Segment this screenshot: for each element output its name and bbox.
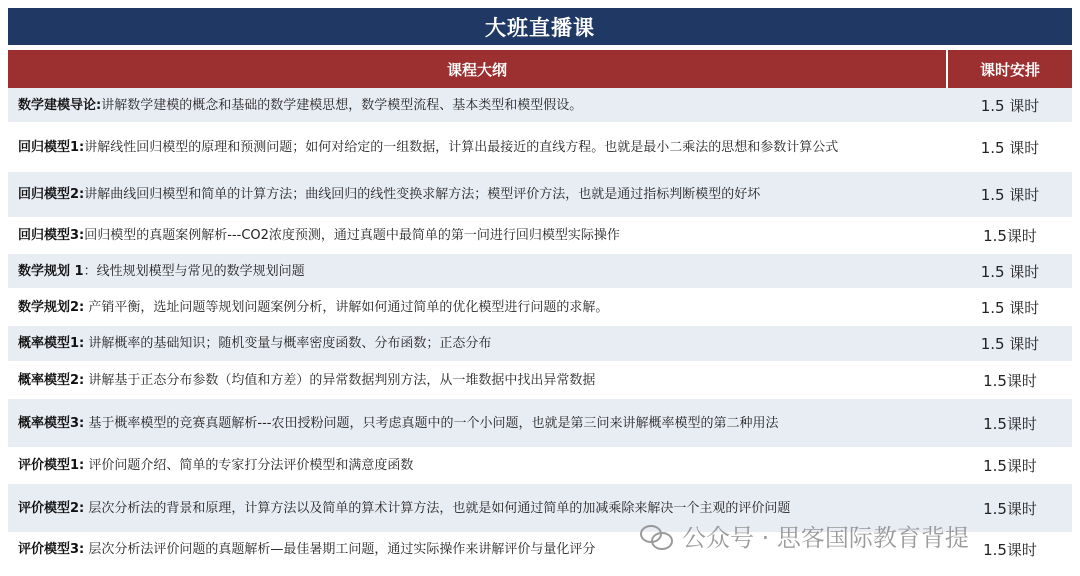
row-desc <box>8 448 948 483</box>
row-time: 1.5课时 <box>983 457 1037 475</box>
row-desc <box>8 218 948 253</box>
row-time: 1.5 课时 <box>980 96 1040 115</box>
row-topic: 数学规划 1 <box>18 263 84 279</box>
course-table <box>8 8 1072 567</box>
wechat-icon <box>640 523 674 549</box>
row-topic: 评价模型1: <box>18 458 85 473</box>
row-topic: 回归模型2: <box>18 187 85 202</box>
watermark <box>640 518 969 553</box>
row-time: 1.5课时 <box>983 371 1037 390</box>
row-time: 1.5 课时 <box>980 335 1040 353</box>
table-row <box>8 448 1072 484</box>
header-outline: 课程大纲 <box>8 50 948 88</box>
row-topic: 回归模型1: <box>18 139 85 155</box>
table-row <box>8 254 1072 289</box>
row-topic: 评价模型2: <box>18 500 85 516</box>
row-text: 产销平衡，选址问题等规划问题案例分析，讲解如何通过简单的优化模型进行问题的求解。 <box>84 299 609 315</box>
row-desc <box>8 123 948 171</box>
row-time: 1.5 课时 <box>980 298 1040 317</box>
row-text: 基于概率模型的竞赛真题解析---农田授粉问题，只考虑真题中的一个小问题，也就是第三问来讲解概率模型的第二种用法 <box>84 415 779 431</box>
table-row <box>8 399 1072 448</box>
row-topic: 数学规划2: <box>18 299 85 315</box>
row-text: 层次分析法评价问题的真题解析—最佳暑期工问题，通过实际操作来讲解评价与量化评分 <box>84 542 596 557</box>
row-text: 讲解线性回归模型的原理和预测问题；如何对给定的一组数据，计算出最接近的直线方程。也就是最小二乘法的思想和参数计算公式 <box>84 139 839 155</box>
row-topic: 数学建模导论: <box>18 97 102 113</box>
row-text: 讲解数学建模的概念和基础的数学建模思想，数学模型流程、基本类型和模型假设。 <box>101 97 583 113</box>
row-time: 1.5 课时 <box>980 138 1040 157</box>
row-topic: 概率模型3: <box>18 415 85 431</box>
row-text: 评价问题介绍、简单的专家打分法评价模型和满意度函数 <box>84 458 414 473</box>
row-text: 讲解基于正态分布参数（均值和方差）的异常数据判别方法，从一堆数据中找出异常数据 <box>84 372 596 388</box>
row-time: 1.5课时 <box>983 541 1037 559</box>
row-time: 1.5课时 <box>983 414 1037 433</box>
row-topic: 评价模型3: <box>18 542 85 557</box>
row-text: 讲解概率的基础知识；随机变量与概率密度函数、分布函数；正态分布 <box>84 336 492 351</box>
row-time: 1.5 课时 <box>980 186 1040 204</box>
table-title: 大班直播课 <box>8 8 1072 45</box>
row-topic: 概率模型1: <box>18 336 85 351</box>
row-desc <box>8 172 948 217</box>
row-text: 讲解曲线回归模型和简单的计算方法；曲线回归的线性变换求解方法；模型评价方法，也就是通过指标判断模型的好坏 <box>84 187 761 202</box>
row-text: ：线性规划模型与常见的数学规划问题 <box>83 263 305 279</box>
watermark-text: 公众号 · 思客国际教育背提 <box>682 524 969 552</box>
table-row <box>8 123 1072 172</box>
row-desc <box>8 399 948 447</box>
row-time: 1.5课时 <box>983 499 1037 518</box>
table-row <box>8 326 1072 362</box>
row-topic: 概率模型2: <box>18 372 85 388</box>
row-desc <box>8 326 948 361</box>
row-desc <box>8 289 948 325</box>
table-row <box>8 88 1072 123</box>
table-row <box>8 172 1072 218</box>
header-schedule: 课时安排 <box>948 50 1072 88</box>
row-text: 层次分析法的背景和原理，计算方法以及简单的算术计算方法，也就是如何通过简单的加减乘除来解决一个主观的评价问题 <box>84 500 791 516</box>
row-desc <box>8 254 948 288</box>
row-desc <box>8 88 948 122</box>
row-time: 1.5课时 <box>983 227 1037 245</box>
row-text: 回归模型的真题案例解析---CO2浓度预测，通过真题中最简单的第一问进行回归模型实际操作 <box>84 228 620 243</box>
row-topic: 回归模型3: <box>18 228 85 243</box>
row-desc <box>8 362 948 398</box>
table-row <box>8 289 1072 326</box>
table-row <box>8 362 1072 399</box>
row-time: 1.5 课时 <box>980 262 1040 281</box>
table-header <box>8 50 1072 88</box>
table-row <box>8 218 1072 254</box>
